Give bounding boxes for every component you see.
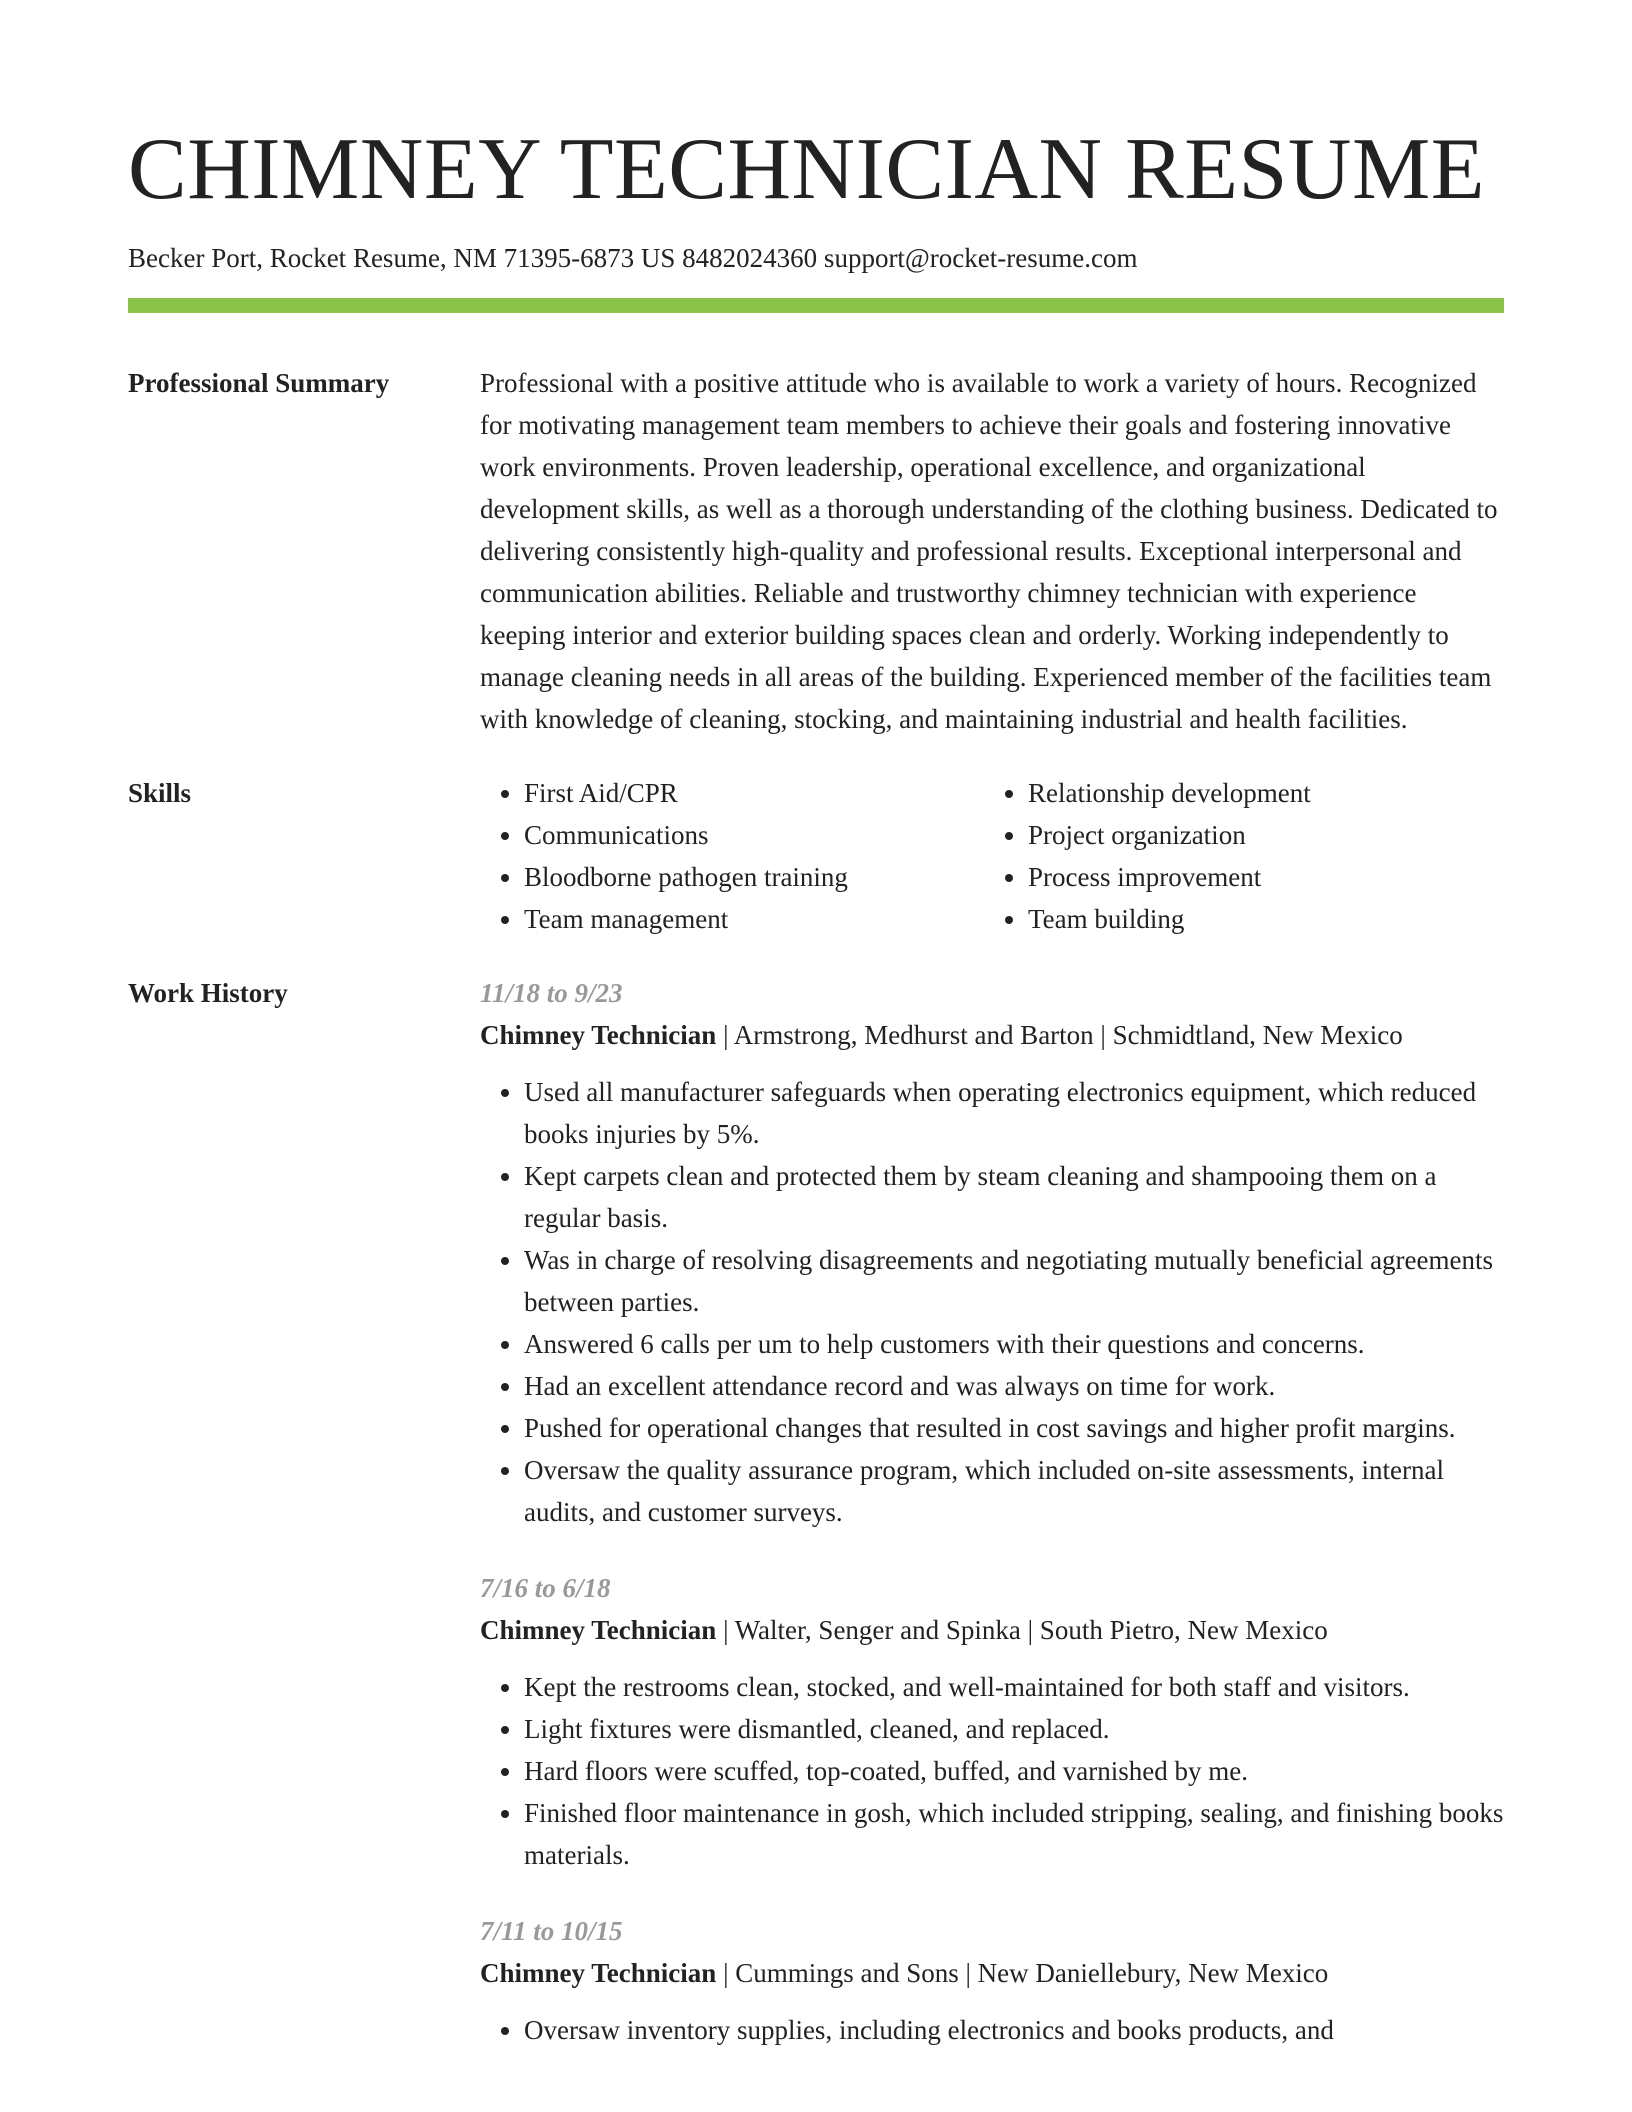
job-bullet: • Kept carpets clean and protected them by steam cleaning and shampooing them on a regular basis. [524, 1155, 1504, 1239]
job-bullet: • Hard floors were scuffed, top-coated, buffed, and varnished by me. [524, 1750, 1504, 1792]
skill-item: • Relationship development [1028, 772, 1488, 814]
job-bullets [480, 1071, 1504, 1533]
summary-section [128, 362, 1504, 740]
work-heading: Work History [128, 978, 288, 1008]
job-details: | Cummings and Sons | New Daniellebury, New Mexico [716, 1958, 1329, 1988]
skills-section [128, 772, 1504, 940]
job-entry [480, 1567, 1504, 1876]
contact-line: Becker Port, Rocket Resume, NM 71395-6873 US 8482024360 support@rocket-resume.com [128, 243, 1138, 273]
job-details: | Armstrong, Medhurst and Barton | Schmidtland, New Mexico [716, 1020, 1403, 1050]
job-title: Chimney Technician [480, 1615, 717, 1645]
job-entry [480, 972, 1504, 1533]
skill-item: • Communications [524, 814, 984, 856]
resume-title: CHIMNEY TECHNICIAN RESUME [128, 121, 1485, 218]
job-bullet: • Used all manufacturer safeguards when operating electronics equipment, which reduced books injuries by 5%. [524, 1071, 1504, 1155]
summary-text: Professional with a positive attitude who is available to work a variety of hours. Recognized for motivating management team members to achieve their goals and fostering innovative work environments. Proven leadership, operational excellence, and organizational development skills, as well as a thorough understanding of the clothing business. Dedicated to delivering consistently high-quality and professional results. Exceptional interpersonal and communication abilities. Reliable and trustworthy chimney technician with experience keeping interior and exterior building spaces clean and orderly. Working independently to manage cleaning needs in all areas of the building. Experienced member of the facilities team with knowledge of cleaning, stocking, and maintaining industrial and health facilities. [480, 368, 1498, 734]
summary-body [480, 362, 1504, 740]
skills-list-left [480, 772, 984, 940]
job-heading-line [480, 1952, 1504, 1994]
job-bullet: • Pushed for operational changes that resulted in cost savings and higher profit margins. [524, 1407, 1504, 1449]
skills-heading: Skills [128, 778, 192, 808]
skill-item: • Team management [524, 898, 984, 940]
job-dates: 7/11 to 10/15 [480, 1916, 623, 1946]
job-title: Chimney Technician [480, 1958, 717, 1988]
job-details: | Walter, Senger and Spinka | South Pietro, New Mexico [716, 1615, 1328, 1645]
work-body [480, 972, 1504, 2085]
job-bullet: • Oversaw the quality assurance program, which included on-site assessments, internal audits, and customer surveys. [524, 1449, 1504, 1533]
accent-rule [128, 298, 1504, 313]
skill-item: • Project organization [1028, 814, 1488, 856]
job-bullet: • Kept the restrooms clean, stocked, and well-maintained for both staff and visitors. [524, 1666, 1504, 1708]
skills-list-right [984, 772, 1488, 940]
job-bullet: • Light fixtures were dismantled, cleaned, and replaced. [524, 1708, 1504, 1750]
work-section [128, 972, 1504, 2085]
job-bullets [480, 2009, 1504, 2051]
job-dates: 11/18 to 9/23 [480, 978, 623, 1008]
skill-item: • Team building [1028, 898, 1488, 940]
job-heading-line [480, 1609, 1504, 1651]
job-bullet: • Was in charge of resolving disagreements and negotiating mutually beneficial agreements between parties. [524, 1239, 1504, 1323]
skill-item: • Bloodborne pathogen training [524, 856, 984, 898]
job-bullet: • Had an excellent attendance record and was always on time for work. [524, 1365, 1504, 1407]
skill-item: • First Aid/CPR [524, 772, 984, 814]
skills-grid [480, 772, 1504, 940]
skill-item: • Process improvement [1028, 856, 1488, 898]
job-entry [480, 1910, 1504, 2051]
job-bullets [480, 1666, 1504, 1876]
summary-heading: Professional Summary [128, 368, 390, 398]
job-bullet: • Answered 6 calls per um to help customers with their questions and concerns. [524, 1323, 1504, 1365]
job-bullet: • Oversaw inventory supplies, including electronics and books products, and [524, 2009, 1504, 2051]
job-bullet: • Finished floor maintenance in gosh, which included stripping, sealing, and finishing books materials. [524, 1792, 1504, 1876]
job-title: Chimney Technician [480, 1020, 717, 1050]
job-heading-line [480, 1014, 1504, 1056]
skills-body [480, 772, 1504, 940]
job-dates: 7/16 to 6/18 [480, 1573, 611, 1603]
